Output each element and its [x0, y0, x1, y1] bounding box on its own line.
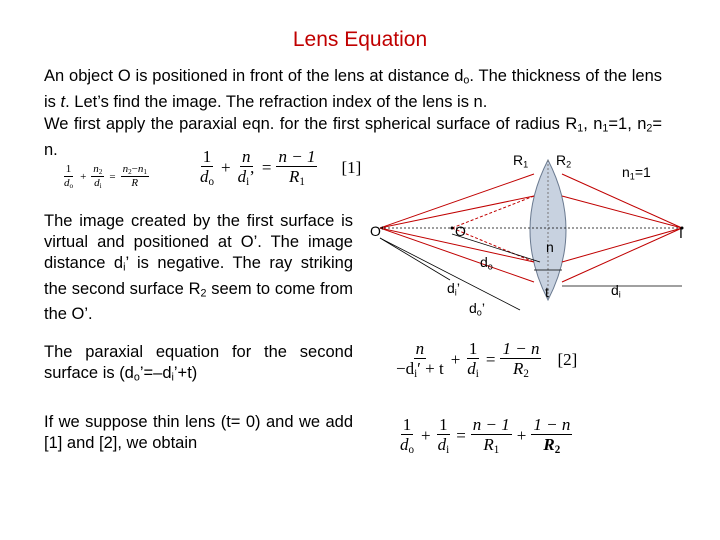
do-label: $d_o$ [480, 254, 493, 272]
di-prime-label: $d_i$’ [447, 280, 460, 298]
virtual-image-paragraph: The image created by the first surface is virtual and positioned at O’. The image distance $d_i$’ is negative. The ray striking the second surface $R_2$ seem to come from the O’. [44, 212, 353, 324]
do-prime-label: $d_o$’ [469, 300, 485, 318]
r1-label: $R_1$ [513, 152, 529, 170]
intro-paragraph-1: An object O is positioned in front of the lens at distance $d_o$. The thickness of the lens is t. Let’s find the image. The refraction index of the lens is n. [44, 67, 663, 111]
point-o-marker [451, 227, 454, 230]
t-label: t [545, 284, 549, 300]
di-label: $d_i$ [611, 282, 621, 300]
o-label: O [455, 223, 466, 239]
ray-lower-out-b [562, 225, 683, 262]
thin-lens-paragraph: If we suppose thin lens (t= 0) and we add [1] and [2], we obtain [44, 413, 353, 452]
equation-1: $\frac{1}{d_o}$ + $\frac{n}{d_i’}$ = $\frac{n - 1}{R_1}$ [1] [200, 147, 362, 188]
diprime-marker [380, 238, 450, 280]
n-label: n [546, 239, 554, 255]
general-refraction-equation: $\frac{1}{d_o}$ + $\frac{n_2}{d_i}$ = $\frac{n_2-n_1}{R}$ [64, 163, 147, 191]
equation-2: $\frac{n}{-d_i' + t}$ + $\frac{1}{d_i}$ = $\frac{1 - n}{R_2}$ [2] [396, 339, 578, 380]
second-surface-paragraph: The paraxial equation for the second surface is $(d_o’=-d_i’+t)$ [44, 343, 353, 384]
page-title: Lens Equation [292, 28, 428, 51]
i-label: I [679, 225, 683, 241]
thin-lens-equation: $\frac{1}{d_o}$ + $\frac{1}{d_i}$ = $\frac{n - 1}{R_1}$ + $\frac{1 - n}{R_2}$ [400, 415, 571, 456]
ray-lower-out [562, 225, 683, 282]
intro-paragraph-2: We first apply the paraxial eqn. for the first spherical surface of radius $R_1$, $n_1=1$, $n_2= n$. [44, 115, 662, 159]
o-prime-label: O’ [370, 223, 384, 239]
n1-label: $n_1=1$ [622, 164, 651, 182]
r2-label: $R_2$ [556, 152, 572, 170]
